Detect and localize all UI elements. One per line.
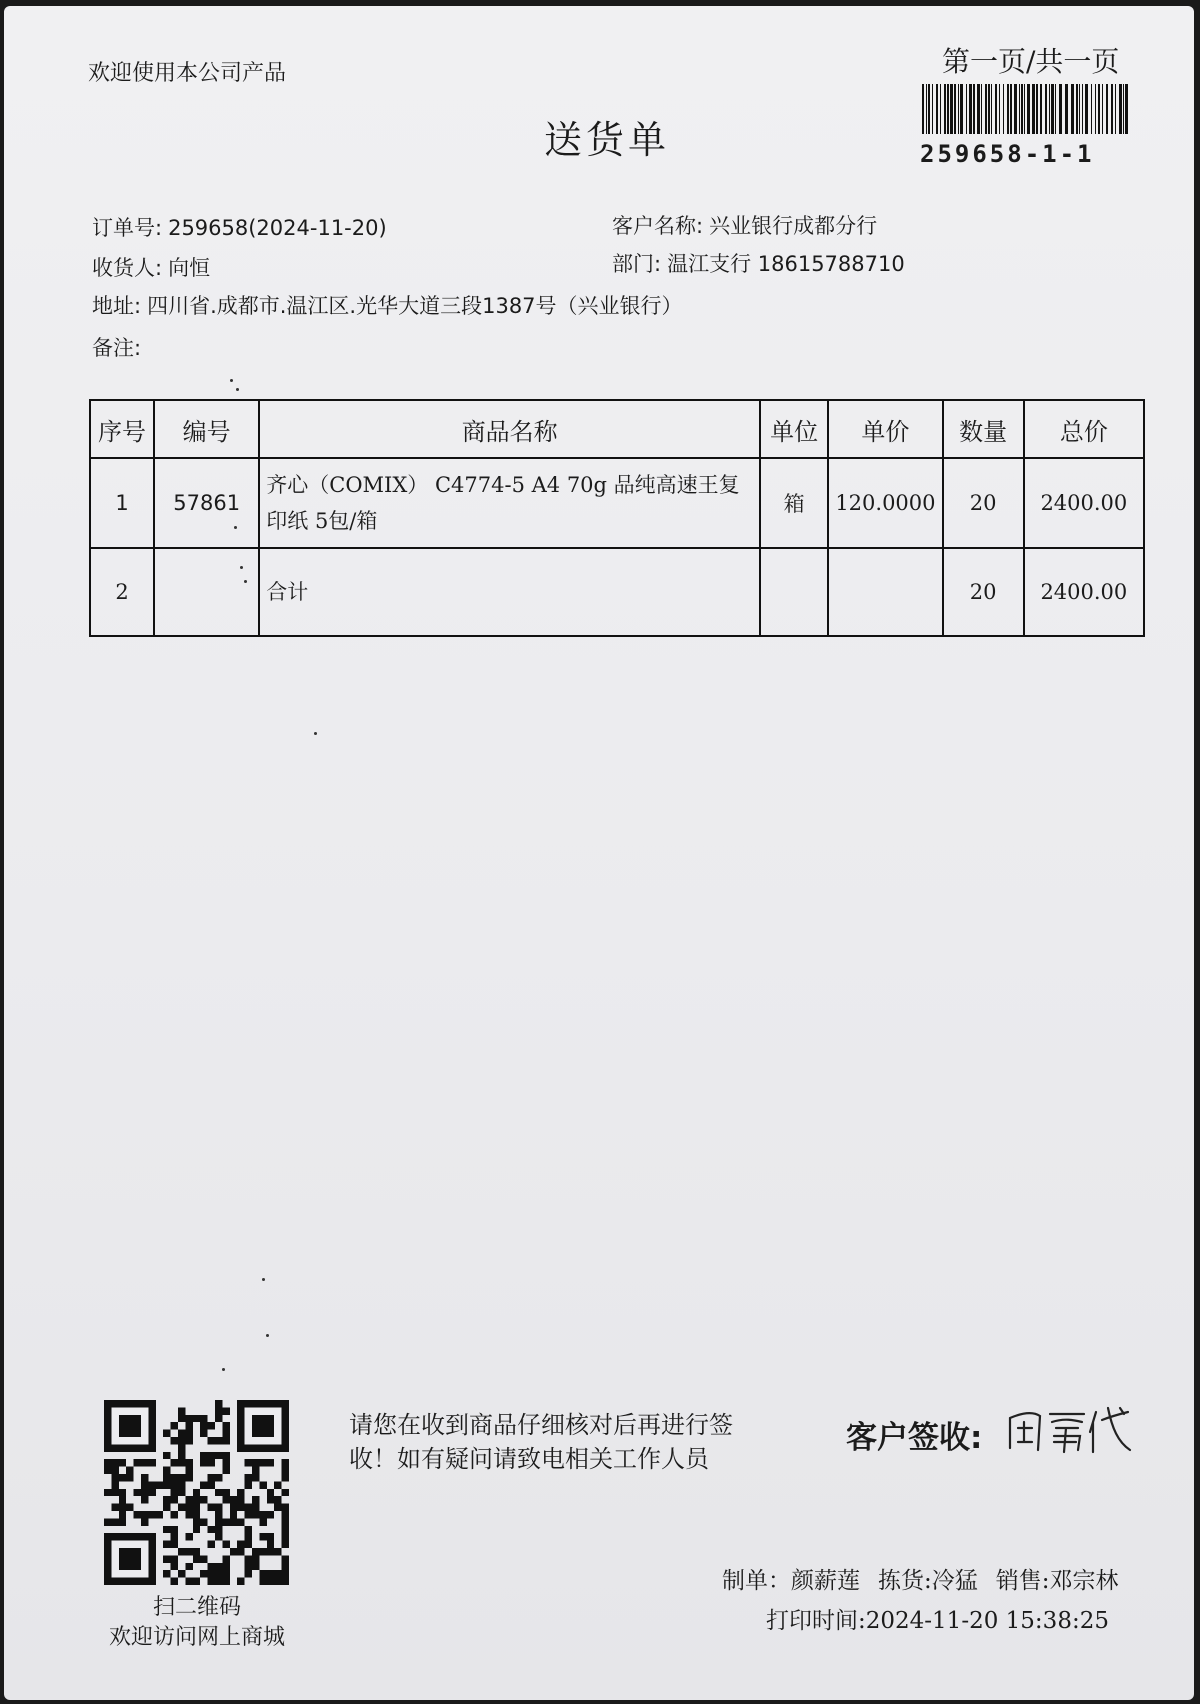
header-seq: 序号 bbox=[90, 400, 154, 458]
page-info: 第一页/共一页 bbox=[942, 45, 1120, 78]
toner-speck bbox=[236, 388, 239, 391]
address-row bbox=[92, 290, 683, 320]
toner-speck bbox=[230, 379, 233, 382]
delivery-note-paper bbox=[4, 6, 1194, 1700]
address-label: 地址: bbox=[92, 294, 142, 318]
receiver-value: 向恒 bbox=[168, 256, 211, 280]
document-title: 送货单 bbox=[544, 118, 671, 162]
customer-name-row bbox=[612, 210, 877, 240]
qr-code-image bbox=[104, 1400, 289, 1585]
qr-caption-line2: 欢迎访问网上商城 bbox=[108, 1625, 285, 1650]
table-row bbox=[90, 548, 1144, 636]
row-total: 2400.00 bbox=[1024, 548, 1144, 636]
department-value: 温江支行 18615788710 bbox=[667, 252, 905, 276]
toner-speck bbox=[222, 1368, 225, 1371]
sales-text: 销售:邓宗林 bbox=[995, 1568, 1119, 1594]
receiver-row bbox=[92, 252, 210, 282]
row-qty: 20 bbox=[943, 458, 1024, 548]
row-unit bbox=[760, 548, 828, 636]
barcode-number: 259658-1-1 bbox=[920, 140, 1095, 168]
table-row bbox=[90, 458, 1144, 548]
header-unit: 单位 bbox=[760, 400, 828, 458]
receipt-notice: 请您在收到商品仔细核对后再进行签收！如有疑问请致电相关工作人员 bbox=[349, 1411, 733, 1473]
header-code: 编号 bbox=[154, 400, 259, 458]
toner-speck bbox=[234, 526, 237, 529]
row-qty: 20 bbox=[943, 548, 1024, 636]
order-number-value: 259658(2024-11-20) bbox=[168, 216, 387, 240]
row-total: 2400.00 bbox=[1024, 458, 1144, 548]
print-time: 打印时间:2024-11-20 15:38:25 bbox=[766, 1608, 1109, 1634]
department-row bbox=[612, 248, 905, 278]
header-total: 总价 bbox=[1024, 400, 1144, 458]
address-value: 四川省.成都市.温江区.光华大道三段1387号（兴业银行） bbox=[147, 294, 683, 318]
row-code: 57861 bbox=[154, 458, 259, 548]
customer-name-value: 兴业银行成都分行 bbox=[709, 214, 878, 238]
barcode-image bbox=[920, 84, 1130, 134]
order-number-label: 订单号: bbox=[92, 216, 163, 240]
header-qty: 数量 bbox=[943, 400, 1024, 458]
maker-text: 制单：颜薪莲 bbox=[722, 1568, 860, 1594]
picker-text: 拣货:冷猛 bbox=[878, 1568, 978, 1594]
order-number-row bbox=[92, 212, 387, 242]
qr-caption-line1: 扫二维码 bbox=[152, 1595, 241, 1620]
toner-speck bbox=[240, 566, 243, 569]
toner-speck bbox=[244, 580, 247, 583]
header-product-name: 商品名称 bbox=[259, 400, 760, 458]
row-product-name: 齐心（COMIX） C4774-5 A4 70g 品纯高速王复印纸 5包/箱 bbox=[259, 458, 760, 548]
table-header-row bbox=[90, 400, 1144, 458]
receiver-label: 收货人: bbox=[92, 256, 163, 280]
remark-label: 备注: bbox=[92, 336, 142, 360]
row-seq: 1 bbox=[90, 458, 154, 548]
welcome-text: 欢迎使用本公司产品 bbox=[88, 61, 287, 86]
toner-speck bbox=[266, 1334, 269, 1337]
customer-sign-label: 客户签收: bbox=[846, 1420, 983, 1456]
row-product-name: 合计 bbox=[259, 548, 760, 636]
row-price bbox=[828, 548, 942, 636]
header-price: 单价 bbox=[828, 400, 942, 458]
department-label: 部门: bbox=[612, 252, 662, 276]
goods-table bbox=[89, 399, 1145, 637]
customer-name-label: 客户名称: bbox=[612, 214, 704, 238]
row-price: 120.0000 bbox=[828, 458, 942, 548]
row-code bbox=[154, 548, 259, 636]
row-unit: 箱 bbox=[760, 458, 828, 548]
remark-row bbox=[92, 332, 147, 362]
toner-speck bbox=[314, 732, 317, 735]
row-seq: 2 bbox=[90, 548, 154, 636]
staff-line bbox=[722, 1562, 1137, 1595]
toner-speck bbox=[262, 1278, 265, 1281]
customer-signature bbox=[1004, 1398, 1134, 1458]
